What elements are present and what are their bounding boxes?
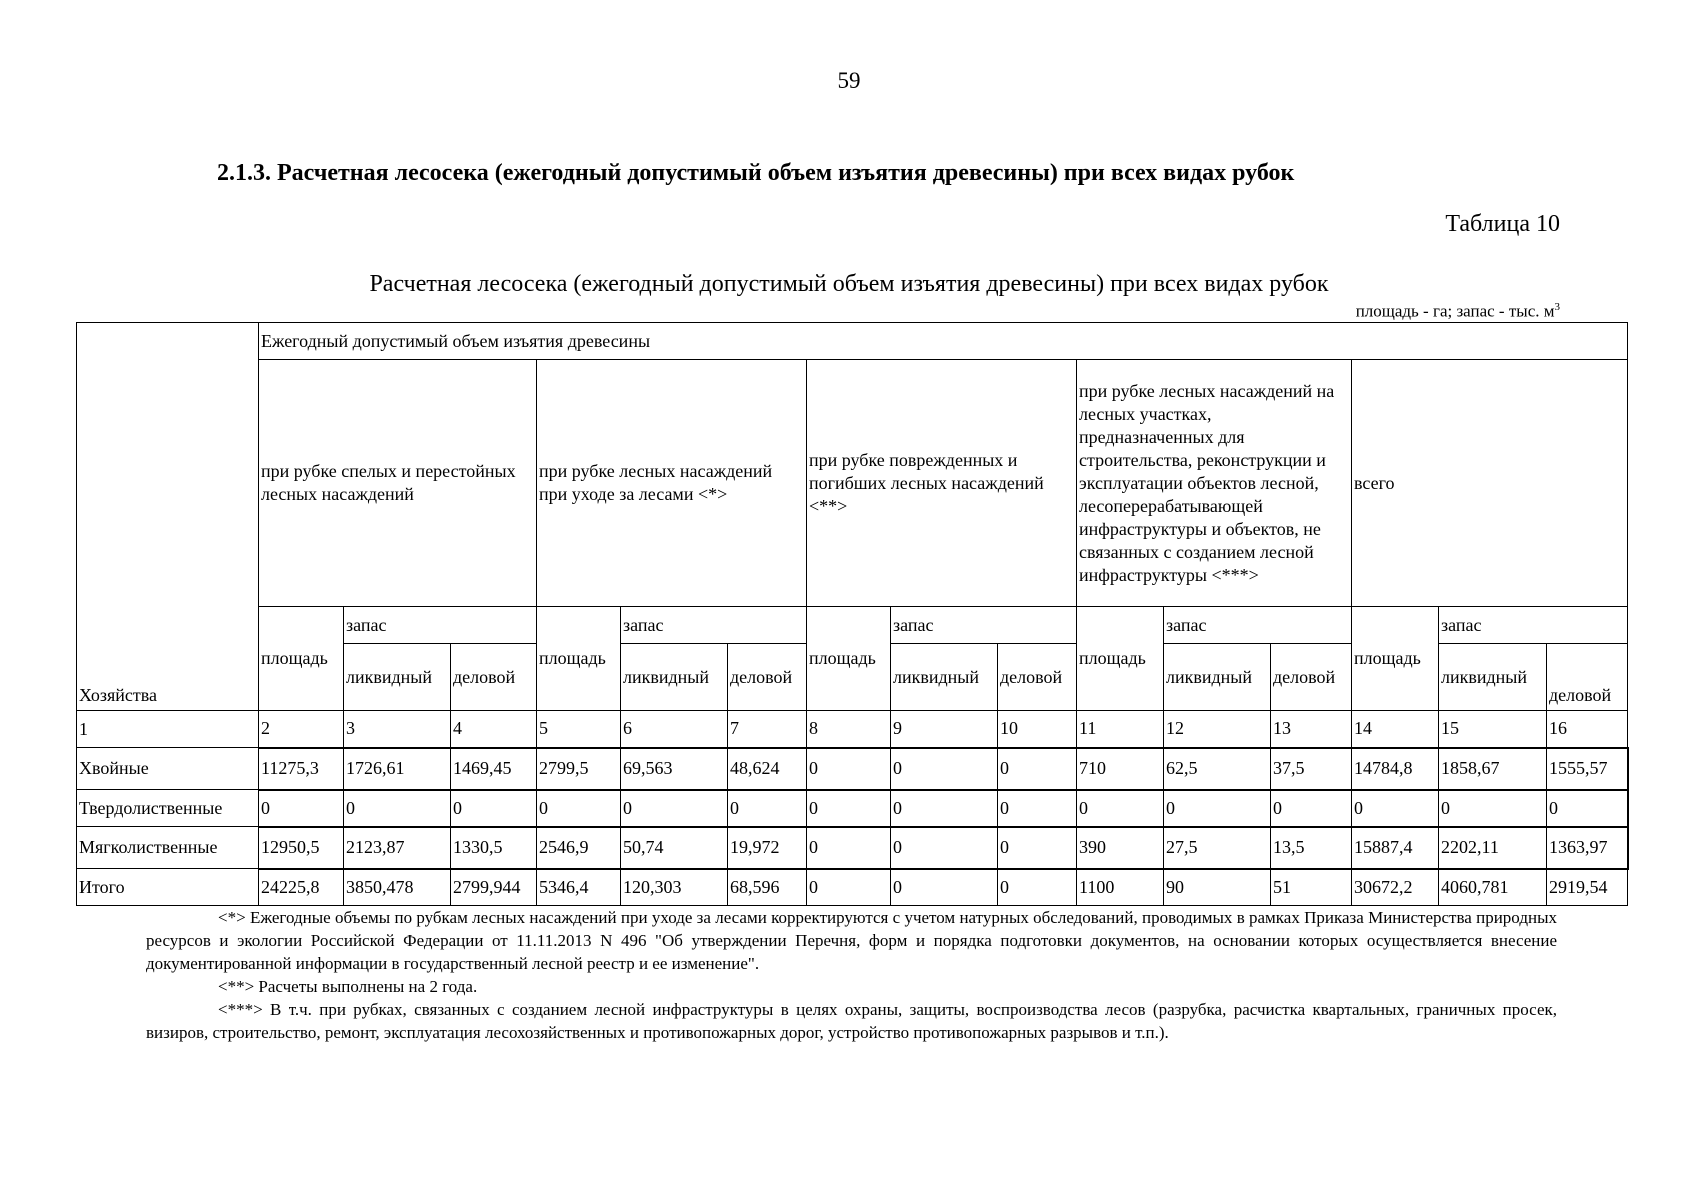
- table-cell: 0: [1077, 790, 1164, 827]
- table-cell: 30672,2: [1352, 869, 1439, 906]
- table-cell: 0: [998, 790, 1077, 827]
- table-cell: 1555,57: [1547, 748, 1628, 790]
- row-name: Мягколиственные: [77, 827, 259, 869]
- harvest-table: [76, 322, 1629, 906]
- column-number: 1: [77, 711, 259, 748]
- table-cell: 5346,4: [537, 869, 621, 906]
- table-cell: 0: [998, 748, 1077, 790]
- table-cell: 0: [621, 790, 728, 827]
- table-cell: 68,596: [728, 869, 807, 906]
- header-area: площадь: [1077, 607, 1164, 711]
- header-commercial: деловой: [728, 644, 807, 711]
- column-number: 16: [1547, 711, 1628, 748]
- table-cell: 0: [1164, 790, 1271, 827]
- header-liquid: ликвидный: [1439, 644, 1547, 711]
- table-cell: 62,5: [1164, 748, 1271, 790]
- header-group-total: всего: [1352, 360, 1628, 607]
- table-cell: 1330,5: [451, 827, 537, 869]
- table-cell: 1363,97: [1547, 827, 1628, 869]
- table-cell: 48,624: [728, 748, 807, 790]
- column-number-row: [77, 711, 1628, 748]
- table-cell: 1858,67: [1439, 748, 1547, 790]
- table-cell: 0: [807, 827, 891, 869]
- row-name: Хвойные: [77, 748, 259, 790]
- units-superscript: 3: [1554, 301, 1560, 313]
- table-cell: 51: [1271, 869, 1352, 906]
- table-cell: 1469,45: [451, 748, 537, 790]
- header-group-care: при рубке лесных насаждений при уходе за лесами <*>: [537, 360, 807, 607]
- table-cell: 0: [451, 790, 537, 827]
- table-cell: 0: [1271, 790, 1352, 827]
- row-name: Итого: [77, 869, 259, 906]
- table-cell: 0: [891, 748, 998, 790]
- table-cell: 2123,87: [344, 827, 451, 869]
- table-cell: 2799,5: [537, 748, 621, 790]
- table-cell: 1726,61: [344, 748, 451, 790]
- header-commercial: деловой: [998, 644, 1077, 711]
- table-cell: 13,5: [1271, 827, 1352, 869]
- header-area: площадь: [807, 607, 891, 711]
- header-annual-volume: Ежегодный допустимый объем изъятия древесины: [259, 323, 1628, 360]
- table-cell: 19,972: [728, 827, 807, 869]
- header-commercial: деловой: [451, 644, 537, 711]
- table-row: [77, 827, 1628, 869]
- footnotes: [146, 906, 1557, 1044]
- table-cell: 390: [1077, 827, 1164, 869]
- table-cell: 0: [998, 827, 1077, 869]
- table-cell: 0: [1547, 790, 1628, 827]
- table-cell: 0: [891, 790, 998, 827]
- column-number: 4: [451, 711, 537, 748]
- column-number: 9: [891, 711, 998, 748]
- table-cell: 12950,5: [259, 827, 344, 869]
- header-commercial: деловой: [1271, 644, 1352, 711]
- table-cell: 0: [344, 790, 451, 827]
- table-cell: 0: [537, 790, 621, 827]
- column-number: 3: [344, 711, 451, 748]
- column-number: 7: [728, 711, 807, 748]
- header-area: площадь: [537, 607, 621, 711]
- header-row-2: [77, 360, 1628, 607]
- header-row-1: [77, 323, 1628, 360]
- header-area: площадь: [1352, 607, 1439, 711]
- table-title: Расчетная лесосека (ежегодный допустимый объем изъятия древесины) при всех видах рубок: [369, 271, 1329, 297]
- column-number: 5: [537, 711, 621, 748]
- footnote: <*> Ежегодные объемы по рубкам лесных насаждений при уходе за лесами корректируются с учетом натурных обследований, проводимых в рамках Приказа Министерства природных ресурсов и экологии Российской Федерации от 11.11.2013 N 496 "Об утверждении Перечня, форм и порядка подготовки документов, на основании которых осуществляется внесение документированной информации в государственный лесной реестр и ее изменение".: [146, 908, 1557, 973]
- footnote: <**> Расчеты выполнены на 2 года.: [218, 977, 478, 996]
- table-row: [77, 790, 1628, 827]
- table-cell: 50,74: [621, 827, 728, 869]
- table-cell: 0: [891, 827, 998, 869]
- table-cell: 2202,11: [1439, 827, 1547, 869]
- column-number: 10: [998, 711, 1077, 748]
- table-cell: 0: [891, 869, 998, 906]
- header-liquid: ликвидный: [344, 644, 451, 711]
- table-row: [77, 748, 1628, 790]
- table-cell: 0: [1439, 790, 1547, 827]
- page-number: 59: [837, 68, 861, 93]
- table-cell: 3850,478: [344, 869, 451, 906]
- table-cell: 15887,4: [1352, 827, 1439, 869]
- header-liquid: ликвидный: [621, 644, 728, 711]
- header-group-mature: при рубке спелых и перестойных лесных насаждений: [259, 360, 537, 607]
- table-cell: 37,5: [1271, 748, 1352, 790]
- footnote: <***> В т.ч. при рубках, связанных с созданием лесной инфраструктуры в целях охраны, защиты, воспроизводства лесов (разрубка, расчистка квартальных, граничных просек, визиров, строительство, ремонт, эксплуатация лесохозяйственных и противопожарных дорог, устройство противопожарных разрывов и т.п.).: [146, 1000, 1557, 1042]
- header-row-3: [77, 607, 1628, 644]
- table-cell: 0: [807, 748, 891, 790]
- header-stock: запас: [344, 607, 537, 644]
- column-number: 2: [259, 711, 344, 748]
- section-heading: 2.1.3. Расчетная лесосека (ежегодный допустимый объем изъятия древесины) при всех видах рубок: [217, 160, 1295, 186]
- units-text: площадь - га; запас - тыс. м: [1355, 301, 1555, 321]
- table-cell: 90: [1164, 869, 1271, 906]
- table-cell: 11275,3: [259, 748, 344, 790]
- header-liquid: ликвидный: [1164, 644, 1271, 711]
- table-cell: 14784,8: [1352, 748, 1439, 790]
- header-group-damaged: при рубке поврежденных и погибших лесных насаждений <**>: [807, 360, 1077, 607]
- table-cell: 0: [728, 790, 807, 827]
- table-cell: 710: [1077, 748, 1164, 790]
- table-cell: 1100: [1077, 869, 1164, 906]
- column-number: 6: [621, 711, 728, 748]
- header-commercial: деловой: [1547, 644, 1628, 711]
- table-cell: 4060,781: [1439, 869, 1547, 906]
- table-cell: 0: [807, 790, 891, 827]
- table-cell: 2919,54: [1547, 869, 1628, 906]
- table-number: Таблица 10: [1445, 211, 1560, 237]
- column-number: 13: [1271, 711, 1352, 748]
- total-row: [77, 869, 1628, 906]
- table-cell: 24225,8: [259, 869, 344, 906]
- table-cell: 69,563: [621, 748, 728, 790]
- row-name: Твердолиственные: [77, 790, 259, 827]
- header-liquid: ликвидный: [891, 644, 998, 711]
- header-area: площадь: [259, 607, 344, 711]
- column-number: 15: [1439, 711, 1547, 748]
- column-number: 8: [807, 711, 891, 748]
- units-note: [1356, 301, 1560, 322]
- table-cell: 27,5: [1164, 827, 1271, 869]
- table-cell: 0: [807, 869, 891, 906]
- header-stock: запас: [1164, 607, 1352, 644]
- column-number: 14: [1352, 711, 1439, 748]
- header-group-infrastructure: при рубке лесных насаждений на лесных участках, предназначенных для строительства, реконструкции и эксплуатации объектов лесной, лесоперерабатывающей инфраструктуры и объектов, не связанных с созданием лесной инфраструктуры <***>: [1077, 360, 1352, 607]
- table-cell: 2546,9: [537, 827, 621, 869]
- table-cell: 0: [259, 790, 344, 827]
- table-cell: 120,303: [621, 869, 728, 906]
- header-stock: запас: [621, 607, 807, 644]
- column-number: 12: [1164, 711, 1271, 748]
- header-farms: Хозяйства: [77, 323, 259, 711]
- table-cell: 0: [1352, 790, 1439, 827]
- header-stock: запас: [891, 607, 1077, 644]
- header-stock: запас: [1439, 607, 1628, 644]
- column-number: 11: [1077, 711, 1164, 748]
- table-cell: 2799,944: [451, 869, 537, 906]
- table-cell: 0: [998, 869, 1077, 906]
